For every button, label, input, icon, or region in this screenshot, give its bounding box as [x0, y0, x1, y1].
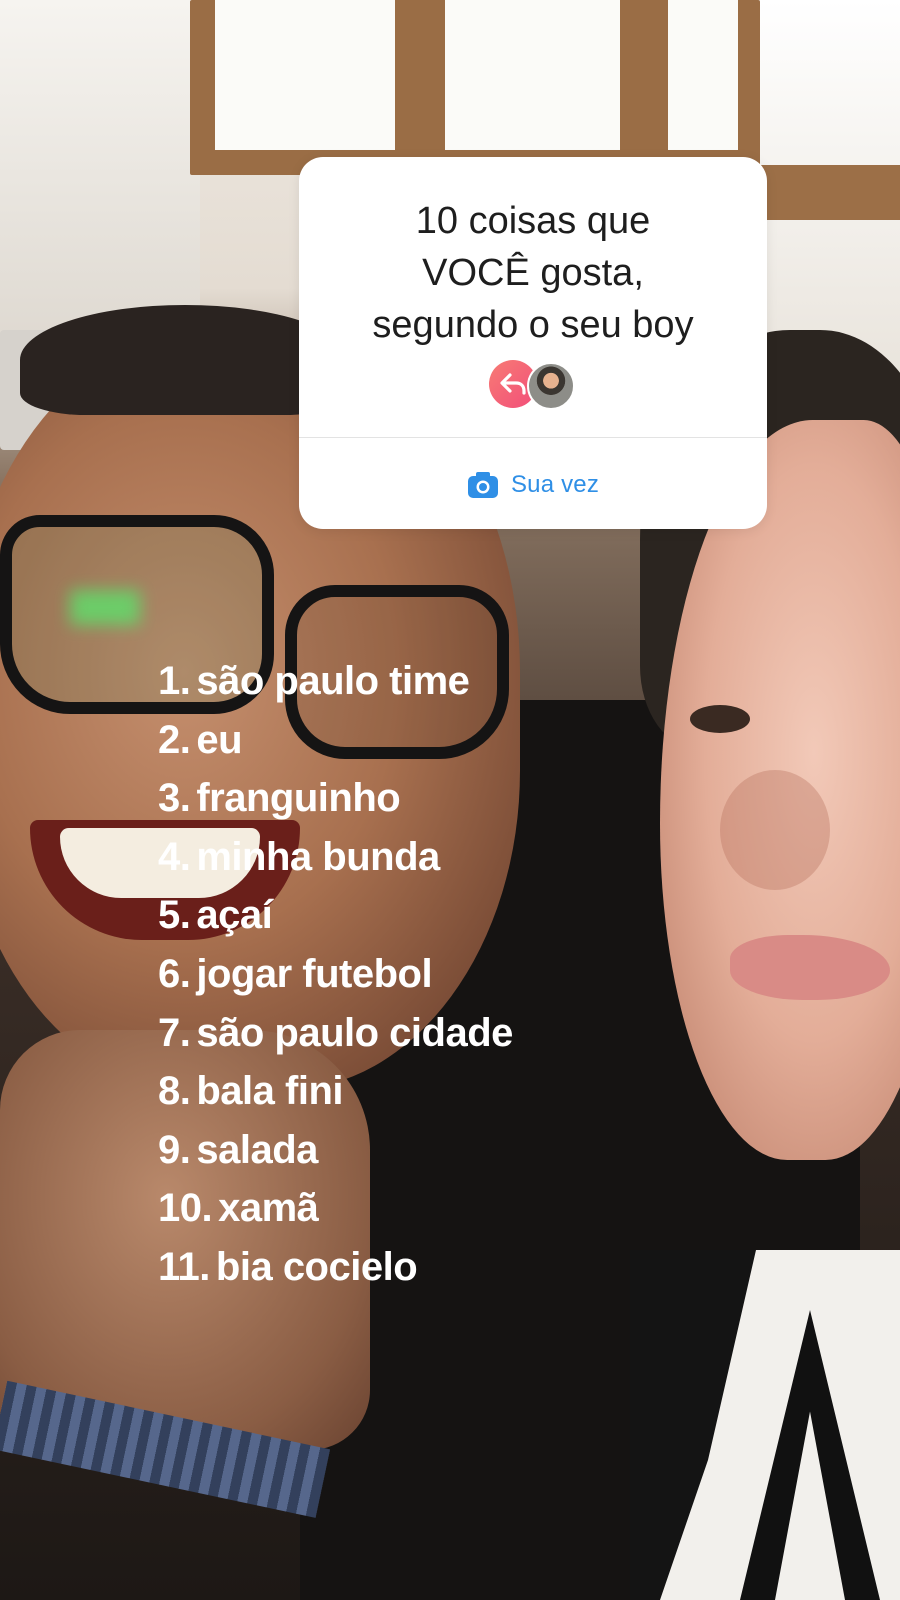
list-item: 8. bala fini — [158, 1069, 343, 1114]
list-item: 5. açaí — [158, 893, 273, 938]
your-turn-label: Sua vez — [510, 471, 600, 498]
sticker-divider — [299, 437, 767, 438]
camera-icon — [467, 471, 499, 499]
wooden-beam — [745, 165, 900, 220]
list-item: 7. são paulo cidade — [158, 1010, 513, 1055]
question-sticker[interactable] — [299, 157, 767, 529]
profile-avatar — [527, 362, 575, 410]
sticker-question-text: 10 coisas que VOCÊ gosta, segundo o seu boy — [372, 200, 694, 346]
likes-list — [158, 652, 513, 1297]
list-item: 10. xamã — [158, 1186, 319, 1231]
list-item: 11. bia cocielo — [158, 1244, 418, 1289]
list-item: 2. eu — [158, 717, 243, 762]
window-pane — [668, 0, 738, 150]
list-item: 9. salada — [158, 1127, 318, 1172]
screen-glare — [70, 590, 140, 625]
girl-eye — [690, 705, 750, 733]
list-item: 4. minha bunda — [158, 834, 440, 879]
window-pane — [215, 0, 395, 150]
your-turn-button[interactable] — [299, 457, 767, 513]
list-item: 6. jogar futebol — [158, 951, 433, 996]
responder-avatars — [489, 360, 579, 408]
girl-nose — [720, 770, 830, 890]
list-item: 3. franguinho — [158, 776, 401, 821]
list-item: 1. são paulo time — [158, 659, 470, 703]
window-pane — [445, 0, 620, 150]
